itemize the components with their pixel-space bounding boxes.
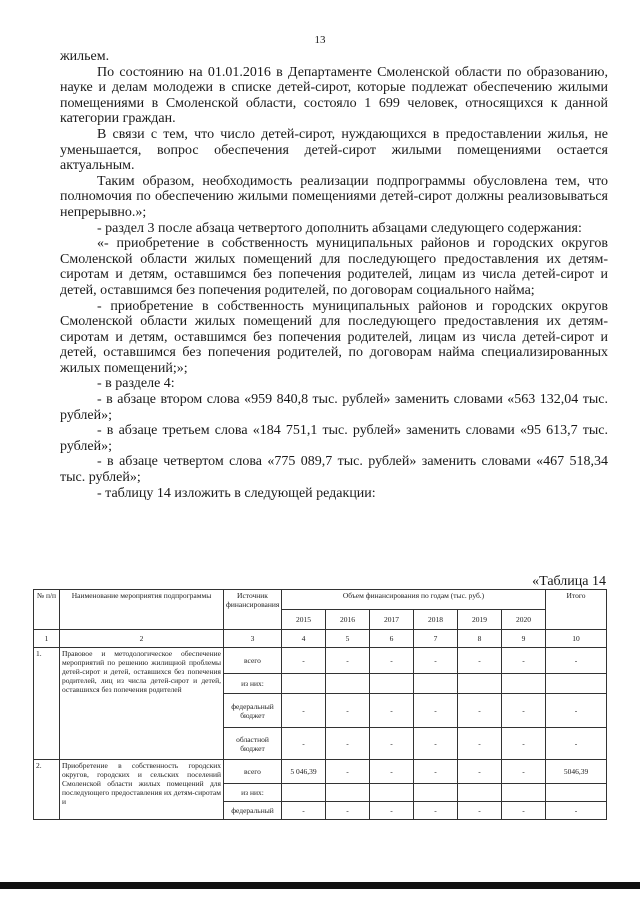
value-cell (370, 784, 414, 802)
paragraph: В связи с тем, что число детей-сирот, нуждающихся в предоставлении жилья, не уменьшается, вопрос обеспечения детей-сирот жилыми помещениями остается актуальным. (60, 126, 608, 174)
paragraph: По состоянию на 01.01.2016 в Департаменте Смоленской области по образованию, науке и делам молодежи в списке детей-сирот, которые подлежат обеспечению жилыми помещениями в Смоленской области, состояло 1 699 человек, относящихся к данной категории граждан. (60, 64, 608, 127)
paragraph: - в абзаце четвертом слова «775 089,7 тыс. рублей» заменить словами «467 518,34 тыс. рублей»; (60, 454, 608, 486)
row-name: Приобретение в собственность городских округов, городских и сельских поселений Смоленской области жилых помещений для последующего предоставления их детям-сиротам и (60, 760, 224, 820)
value-cell: - (414, 694, 458, 728)
value-cell: - (282, 648, 326, 674)
paragraph: - в абзаце втором слова «959 840,8 тыс. рублей» заменить словами «563 132,04 тыс. рублей»; (60, 392, 608, 423)
table-caption: «Таблица 14 (532, 574, 606, 589)
total-cell: 5046,39 (546, 760, 607, 784)
table-row (34, 648, 607, 674)
value-cell: - (458, 694, 502, 728)
header-year: 2016 (326, 610, 370, 630)
financing-table (33, 589, 607, 820)
column-number: 5 (326, 630, 370, 648)
value-cell: - (414, 728, 458, 760)
value-cell: - (282, 728, 326, 760)
value-cell: 5 046,39 (282, 760, 326, 784)
column-number: 1 (34, 630, 60, 648)
column-number: 4 (282, 630, 326, 648)
source-cell: областной бюджет (224, 728, 282, 760)
header-year: 2017 (370, 610, 414, 630)
value-cell: - (458, 760, 502, 784)
source-cell: из них: (224, 784, 282, 802)
value-cell (326, 674, 370, 694)
total-cell: - (546, 802, 607, 820)
value-cell (502, 784, 546, 802)
row-name: Правовое и методологическое обеспечение мероприятий по решению жилищной проблемы детей-сирот и детей, оставшихся без попечения родителей, лиц из числа детей-сирот и детей, оставшихся без попечения родителей (60, 648, 224, 760)
value-cell: - (282, 802, 326, 820)
header-year: 2019 (458, 610, 502, 630)
value-cell: - (370, 648, 414, 674)
value-cell: - (502, 694, 546, 728)
column-number-row (34, 630, 607, 648)
paragraph: жильем. (60, 49, 110, 64)
header-source: Источник финансирования (224, 590, 282, 630)
header-year: 2015 (282, 610, 326, 630)
value-cell: - (326, 760, 370, 784)
column-number: 2 (60, 630, 224, 648)
value-cell: - (414, 648, 458, 674)
total-cell: - (546, 728, 607, 760)
header-name: Наименование мероприятия подпрограммы (60, 590, 224, 630)
value-cell: - (414, 760, 458, 784)
value-cell (458, 784, 502, 802)
value-cell: - (326, 802, 370, 820)
scan-edge-bar (0, 882, 640, 889)
row-num: 1. (34, 648, 60, 760)
value-cell: - (502, 802, 546, 820)
source-cell: федеральный (224, 802, 282, 820)
paragraph: «- приобретение в собственность муниципальных районов и городских округов Смоленской области жилых помещений для последующего предоставления их детям-сиротам и детям, оставшимся без попечения родителей, лицам из числа детей-сирот и детей, оставшимся без попечения родителей, по договорам социального найма; (60, 236, 608, 298)
value-cell: - (502, 728, 546, 760)
header-total: Итого (546, 590, 607, 630)
value-cell: - (370, 802, 414, 820)
source-cell: федеральный бюджет (224, 694, 282, 728)
value-cell: - (502, 648, 546, 674)
column-number: 8 (458, 630, 502, 648)
value-cell: - (458, 802, 502, 820)
source-cell: всего (224, 760, 282, 784)
total-cell: - (546, 648, 607, 674)
column-number: 6 (370, 630, 414, 648)
header-year: 2020 (502, 610, 546, 630)
column-number: 7 (414, 630, 458, 648)
total-cell (546, 674, 607, 694)
value-cell (282, 674, 326, 694)
page-number: 13 (314, 34, 326, 46)
table-row (34, 760, 607, 784)
value-cell (414, 784, 458, 802)
value-cell (326, 784, 370, 802)
row-num: 2. (34, 760, 60, 820)
value-cell (502, 674, 546, 694)
value-cell: - (458, 728, 502, 760)
paragraph: - в разделе 4: (97, 376, 175, 392)
value-cell (370, 674, 414, 694)
paragraph: - раздел 3 после абзаца четвертого дополнить абзацами следующего содержания: (97, 220, 582, 236)
value-cell: - (370, 694, 414, 728)
column-number: 9 (502, 630, 546, 648)
value-cell: - (326, 694, 370, 728)
header-num: № п/п (34, 590, 60, 630)
body-text (60, 49, 608, 501)
paragraph: - в абзаце третьем слова «184 751,1 тыс. рублей» заменить словами «95 613,7 тыс. рублей»; (60, 423, 608, 454)
value-cell (282, 784, 326, 802)
value-cell (414, 674, 458, 694)
total-cell (546, 784, 607, 802)
value-cell: - (458, 648, 502, 674)
column-number: 3 (224, 630, 282, 648)
value-cell: - (326, 648, 370, 674)
total-cell: - (546, 694, 607, 728)
paragraph: Таким образом, необходимость реализации подпрограммы обусловлена тем, что полномочия по обеспечению жилыми помещениями детей-сирот должны реализовываться непрерывно.»; (60, 173, 608, 220)
value-cell (458, 674, 502, 694)
value-cell: - (414, 802, 458, 820)
value-cell: - (326, 728, 370, 760)
value-cell: - (370, 728, 414, 760)
value-cell: - (282, 694, 326, 728)
value-cell: - (502, 760, 546, 784)
header-year: 2018 (414, 610, 458, 630)
value-cell: - (370, 760, 414, 784)
source-cell: всего (224, 648, 282, 674)
paragraph: - приобретение в собственность муниципальных районов и городских округов Смоленской области жилых помещений для последующего предоставления их детям-сиротам и детям, оставшимся без попечения родителей, лицам из числа детей-сирот и детей, оставшимся без попечения родителей, по договорам найма специализированных жилых помещений;»; (60, 298, 608, 376)
paragraph: - таблицу 14 изложить в следующей редакции: (97, 485, 376, 501)
source-cell: из них: (224, 674, 282, 694)
header-volume: Объем финансирования по годам (тыс. руб.) (282, 590, 546, 610)
column-number: 10 (546, 630, 607, 648)
